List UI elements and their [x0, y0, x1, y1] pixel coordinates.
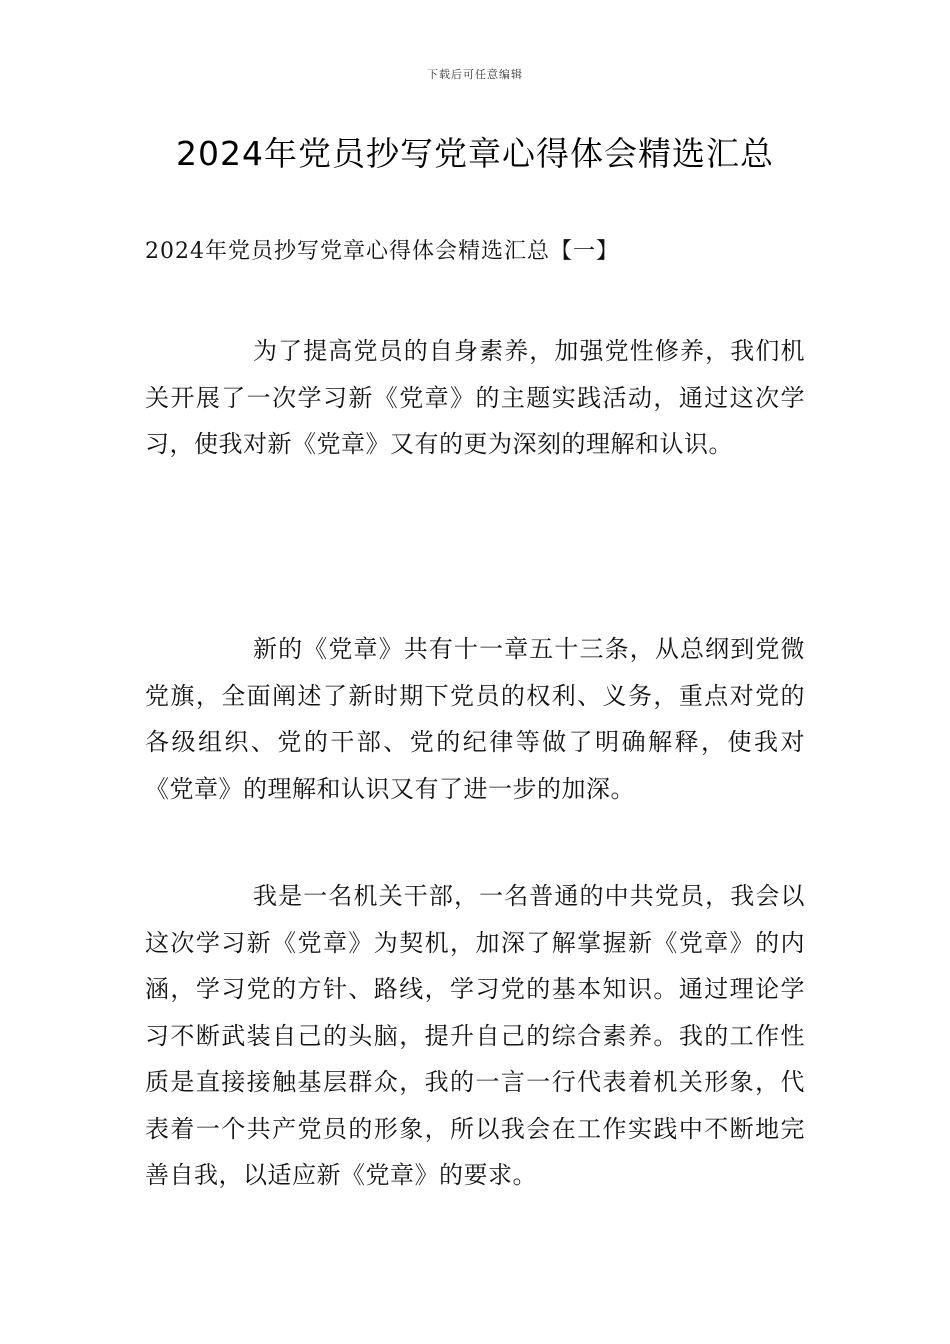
paragraph-3: 我是一名机关干部，一名普通的中共党员，我会以这次学习新《党章》为契机，加深了解掌握新《党章》的内涵，学习党的方针、路线，学习党的基本知识。通过理论学习不断武装自己的头脑，提升自己的综合素养。我的工作性质是直接接触基层群众，我的一言一行代表着机关形象，代表着一个共产党员的形象，所以我会在工作实践中不断地完善自我，以适应新《党章》的要求。: [145, 882, 805, 1189]
document-title: 2024年党员抄写党章心得体会精选汇总: [176, 134, 774, 173]
paragraph-1: 为了提高党员的自身素养，加强党性修养，我们机关开展了一次学习新《党章》的主题实践活动，通过这次学习，使我对新《党章》又有的更为深刻的理解和认识。: [145, 337, 805, 458]
header-note: 下载后可任意编辑: [427, 68, 523, 81]
paragraph-2: 新的《党章》共有十一章五十三条，从总纲到党微党旗，全面阐述了新时期下党员的权利、义务，重点对党的各级组织、党的干部、党的纪律等做了明确解释，使我对《党章》的理解和认识又有了进一步的加深。: [145, 635, 805, 803]
section-heading: 2024年党员抄写党章心得体会精选汇总【一】: [145, 239, 619, 264]
